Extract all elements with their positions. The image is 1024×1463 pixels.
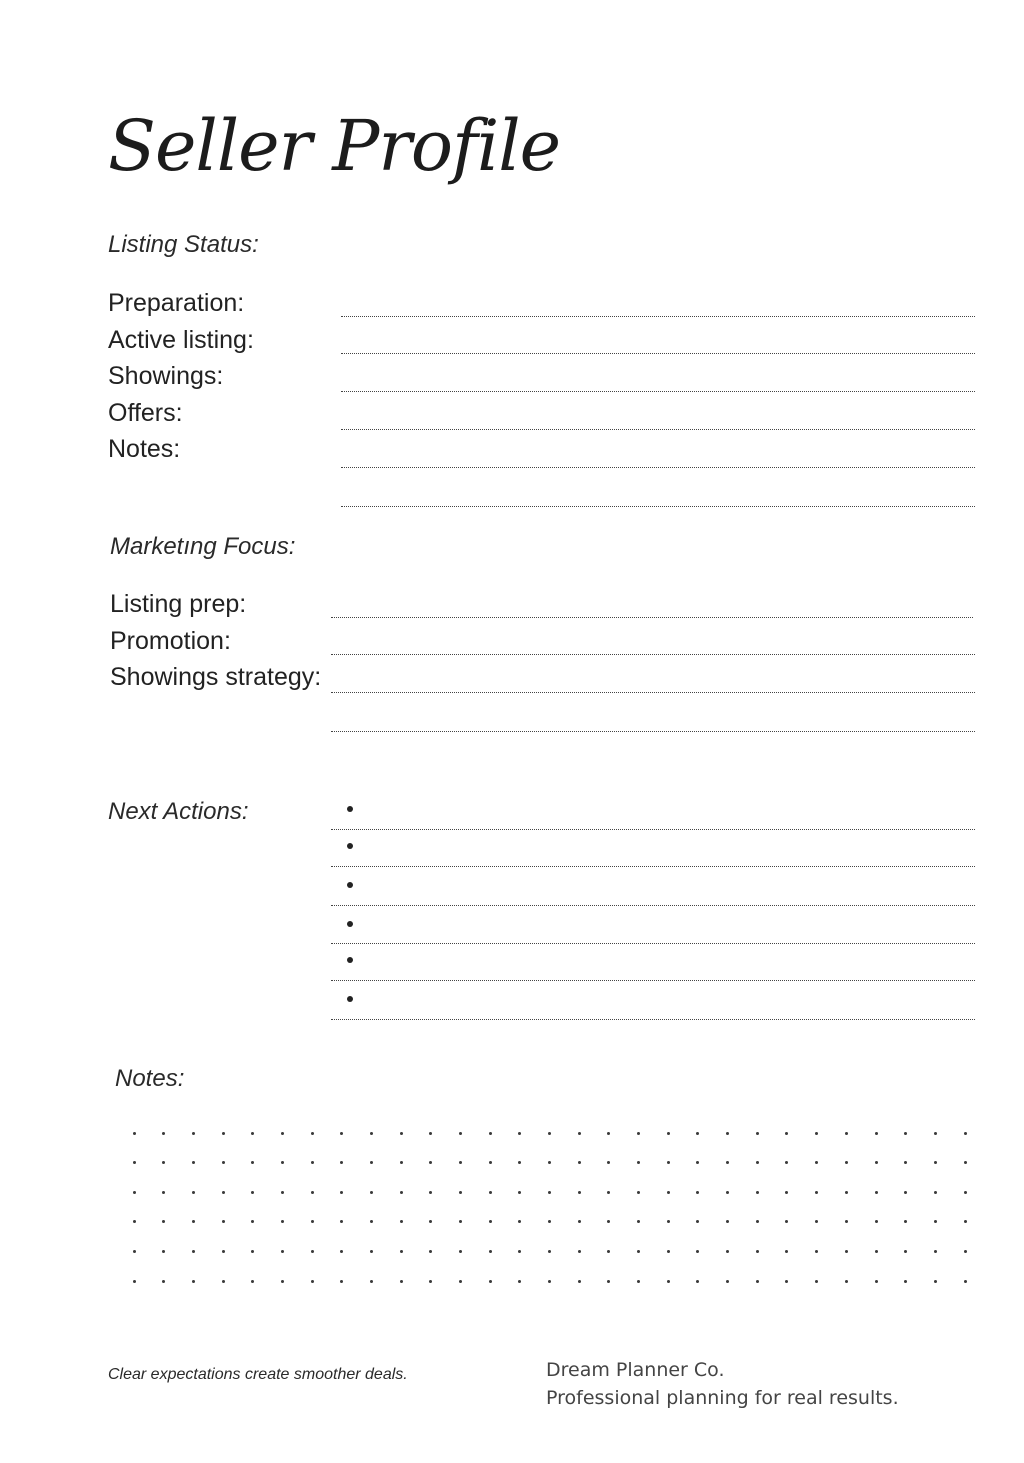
grid-dot	[251, 1132, 254, 1135]
grid-dot	[192, 1191, 195, 1194]
grid-dot	[281, 1250, 284, 1253]
grid-dot	[251, 1191, 254, 1194]
marketing-extra-line[interactable]	[331, 731, 975, 732]
grid-dot	[489, 1132, 492, 1135]
footer-quote: Clear expectations create smoother deals.	[108, 1366, 408, 1383]
grid-dot	[904, 1280, 907, 1283]
showings-strategy-label: Showings strategy:	[110, 663, 322, 691]
notes-line[interactable]	[341, 467, 975, 468]
grid-dot	[340, 1132, 343, 1135]
action-bullet	[347, 806, 353, 812]
grid-dot	[726, 1220, 729, 1223]
action-bullet	[347, 996, 353, 1002]
grid-dot	[667, 1220, 670, 1223]
grid-dot	[815, 1250, 818, 1253]
grid-dot	[489, 1220, 492, 1223]
action-bullet	[347, 843, 353, 849]
grid-dot	[845, 1250, 848, 1253]
grid-dot	[370, 1161, 373, 1164]
grid-dot	[726, 1250, 729, 1253]
grid-dot	[607, 1132, 610, 1135]
grid-dot	[875, 1161, 878, 1164]
grid-dot	[459, 1191, 462, 1194]
grid-dot	[696, 1250, 699, 1253]
grid-dot	[875, 1132, 878, 1135]
grid-dot	[904, 1220, 907, 1223]
grid-dot	[845, 1161, 848, 1164]
grid-dot	[429, 1220, 432, 1223]
action-line[interactable]	[331, 943, 975, 944]
grid-dot	[578, 1280, 581, 1283]
grid-dot	[696, 1280, 699, 1283]
grid-dot	[133, 1132, 136, 1135]
action-bullet	[347, 957, 353, 963]
grid-dot	[875, 1191, 878, 1194]
action-bullet	[347, 882, 353, 888]
grid-dot	[696, 1161, 699, 1164]
grid-dot	[964, 1250, 967, 1253]
grid-dot	[934, 1250, 937, 1253]
active-listing-label: Active listing:	[108, 325, 254, 354]
grid-dot	[340, 1250, 343, 1253]
grid-dot	[429, 1250, 432, 1253]
grid-dot	[785, 1220, 788, 1223]
grid-dot	[370, 1132, 373, 1135]
grid-dot	[400, 1250, 403, 1253]
grid-dot	[637, 1161, 640, 1164]
grid-dot	[578, 1191, 581, 1194]
grid-dot	[904, 1161, 907, 1164]
grid-dot	[400, 1220, 403, 1223]
brand-tagline: Professional planning for real results.	[546, 1387, 899, 1409]
grid-dot	[726, 1161, 729, 1164]
grid-dot	[133, 1280, 136, 1283]
grid-dot	[578, 1161, 581, 1164]
grid-dot	[489, 1280, 492, 1283]
grid-dot	[133, 1191, 136, 1194]
grid-dot	[429, 1191, 432, 1194]
grid-dot	[964, 1220, 967, 1223]
grid-dot	[281, 1191, 284, 1194]
grid-dot	[578, 1220, 581, 1223]
grid-dot	[192, 1132, 195, 1135]
grid-dot	[281, 1161, 284, 1164]
grid-dot	[370, 1220, 373, 1223]
grid-dot	[696, 1191, 699, 1194]
grid-dot	[162, 1280, 165, 1283]
grid-dot	[785, 1250, 788, 1253]
grid-dot	[696, 1220, 699, 1223]
grid-dot	[192, 1250, 195, 1253]
listing-status-heading: Listing Status:	[108, 231, 259, 258]
grid-dot	[133, 1250, 136, 1253]
grid-dot	[607, 1220, 610, 1223]
brand-name: Dream Planner Co.	[546, 1359, 725, 1381]
grid-dot	[548, 1250, 551, 1253]
grid-dot	[934, 1161, 937, 1164]
grid-dot	[756, 1191, 759, 1194]
grid-dot	[637, 1220, 640, 1223]
grid-dot	[904, 1250, 907, 1253]
grid-dot	[756, 1250, 759, 1253]
grid-dot	[607, 1161, 610, 1164]
grid-dot	[370, 1280, 373, 1283]
showings-label: Showings:	[108, 362, 224, 390]
grid-dot	[667, 1280, 670, 1283]
grid-dot	[518, 1250, 521, 1253]
grid-dot	[370, 1191, 373, 1194]
listing-prep-label: Listing prep:	[110, 590, 247, 618]
grid-dot	[459, 1161, 462, 1164]
grid-dot	[162, 1132, 165, 1135]
action-bullet	[347, 921, 353, 927]
grid-dot	[875, 1280, 878, 1283]
grid-dot	[667, 1191, 670, 1194]
grid-dot	[518, 1191, 521, 1194]
grid-dot	[964, 1191, 967, 1194]
grid-dot	[518, 1132, 521, 1135]
grid-dot	[192, 1220, 195, 1223]
grid-dot	[904, 1191, 907, 1194]
grid-dot	[667, 1250, 670, 1253]
grid-dot	[459, 1280, 462, 1283]
grid-dot	[192, 1280, 195, 1283]
page-title: Seller Profile	[108, 105, 561, 187]
offers-label: Offers:	[108, 398, 183, 427]
grid-dot	[815, 1220, 818, 1223]
grid-dot	[726, 1191, 729, 1194]
grid-dot	[222, 1161, 225, 1164]
grid-dot	[548, 1161, 551, 1164]
grid-dot	[340, 1191, 343, 1194]
grid-dot	[459, 1220, 462, 1223]
grid-dot	[726, 1280, 729, 1283]
grid-dot	[637, 1191, 640, 1194]
grid-dot	[607, 1280, 610, 1283]
grid-dot	[785, 1132, 788, 1135]
grid-dot	[162, 1220, 165, 1223]
marketing-focus-fields	[110, 586, 321, 696]
preparation-line[interactable]	[341, 316, 975, 317]
grid-dot	[222, 1220, 225, 1223]
action-line[interactable]	[331, 905, 975, 906]
grid-dot	[133, 1161, 136, 1164]
grid-dot	[548, 1191, 551, 1194]
action-line[interactable]	[331, 829, 975, 830]
grid-dot	[133, 1220, 136, 1223]
grid-dot	[518, 1280, 521, 1283]
grid-dot	[281, 1280, 284, 1283]
grid-dot	[637, 1250, 640, 1253]
footer-brand	[546, 1356, 899, 1412]
grid-dot	[489, 1191, 492, 1194]
grid-dot	[489, 1250, 492, 1253]
showings-strategy-line[interactable]	[331, 692, 975, 693]
grid-dot	[815, 1161, 818, 1164]
grid-dot	[222, 1280, 225, 1283]
notes-label: Notes:	[108, 435, 181, 463]
grid-dot	[904, 1132, 907, 1135]
showings-line[interactable]	[341, 391, 975, 392]
grid-dot	[400, 1191, 403, 1194]
grid-dot	[162, 1161, 165, 1164]
grid-dot	[875, 1220, 878, 1223]
grid-dot	[340, 1280, 343, 1283]
offers-line[interactable]	[341, 429, 975, 430]
grid-dot	[785, 1280, 788, 1283]
grid-dot	[756, 1280, 759, 1283]
grid-dot	[548, 1220, 551, 1223]
grid-dot	[756, 1161, 759, 1164]
grid-dot	[964, 1280, 967, 1283]
grid-dot	[340, 1161, 343, 1164]
promotion-line[interactable]	[331, 654, 975, 655]
grid-dot	[875, 1250, 878, 1253]
grid-dot	[578, 1132, 581, 1135]
grid-dot	[400, 1280, 403, 1283]
grid-dot	[934, 1280, 937, 1283]
grid-dot	[311, 1132, 314, 1135]
grid-dot	[518, 1161, 521, 1164]
grid-dot	[845, 1191, 848, 1194]
grid-dot	[815, 1280, 818, 1283]
grid-dot	[311, 1191, 314, 1194]
grid-dot	[162, 1250, 165, 1253]
grid-dot	[548, 1280, 551, 1283]
grid-dot	[400, 1132, 403, 1135]
action-line[interactable]	[331, 1019, 975, 1020]
grid-dot	[311, 1280, 314, 1283]
grid-dot	[667, 1161, 670, 1164]
grid-dot	[251, 1220, 254, 1223]
grid-dot	[251, 1250, 254, 1253]
preparation-label: Preparation:	[108, 289, 245, 317]
grid-dot	[815, 1191, 818, 1194]
grid-dot	[459, 1132, 462, 1135]
next-actions-heading: Next Actions:	[108, 798, 249, 825]
active-listing-line[interactable]	[341, 353, 975, 354]
grid-dot	[222, 1191, 225, 1194]
grid-dot	[489, 1161, 492, 1164]
grid-dot	[607, 1250, 610, 1253]
grid-dot	[162, 1191, 165, 1194]
grid-dot	[400, 1161, 403, 1164]
notes-heading: Notes:	[115, 1065, 185, 1092]
grid-dot	[607, 1191, 610, 1194]
listing-status-fields	[108, 285, 254, 468]
grid-dot	[756, 1132, 759, 1135]
grid-dot	[637, 1280, 640, 1283]
grid-dot	[222, 1250, 225, 1253]
grid-dot	[311, 1161, 314, 1164]
grid-dot	[222, 1132, 225, 1135]
grid-dot	[281, 1132, 284, 1135]
grid-dot	[845, 1132, 848, 1135]
grid-dot	[696, 1132, 699, 1135]
grid-dot	[340, 1220, 343, 1223]
grid-dot	[429, 1161, 432, 1164]
grid-dot	[637, 1132, 640, 1135]
grid-dot	[964, 1161, 967, 1164]
action-line[interactable]	[331, 866, 975, 867]
grid-dot	[815, 1132, 818, 1135]
grid-dot	[251, 1161, 254, 1164]
notes-line-extra[interactable]	[341, 506, 975, 507]
grid-dot	[756, 1220, 759, 1223]
grid-dot	[934, 1220, 937, 1223]
grid-dot	[548, 1132, 551, 1135]
grid-dot	[845, 1280, 848, 1283]
grid-dot	[667, 1132, 670, 1135]
grid-dot	[370, 1250, 373, 1253]
grid-dot	[964, 1132, 967, 1135]
grid-dot	[578, 1250, 581, 1253]
grid-dot	[934, 1191, 937, 1194]
grid-dot	[785, 1161, 788, 1164]
promotion-label: Promotion:	[110, 626, 231, 655]
grid-dot	[429, 1280, 432, 1283]
grid-dot	[311, 1220, 314, 1223]
grid-dot	[192, 1161, 195, 1164]
grid-dot	[429, 1132, 432, 1135]
grid-dot	[785, 1191, 788, 1194]
grid-dot	[726, 1132, 729, 1135]
grid-dot	[281, 1220, 284, 1223]
action-line[interactable]	[331, 980, 975, 981]
grid-dot	[251, 1280, 254, 1283]
listing-prep-line[interactable]	[331, 617, 973, 618]
grid-dot	[459, 1250, 462, 1253]
grid-dot	[845, 1220, 848, 1223]
marketing-focus-heading: Marketıng Focus:	[110, 533, 296, 560]
grid-dot	[311, 1250, 314, 1253]
grid-dot	[518, 1220, 521, 1223]
grid-dot	[934, 1132, 937, 1135]
